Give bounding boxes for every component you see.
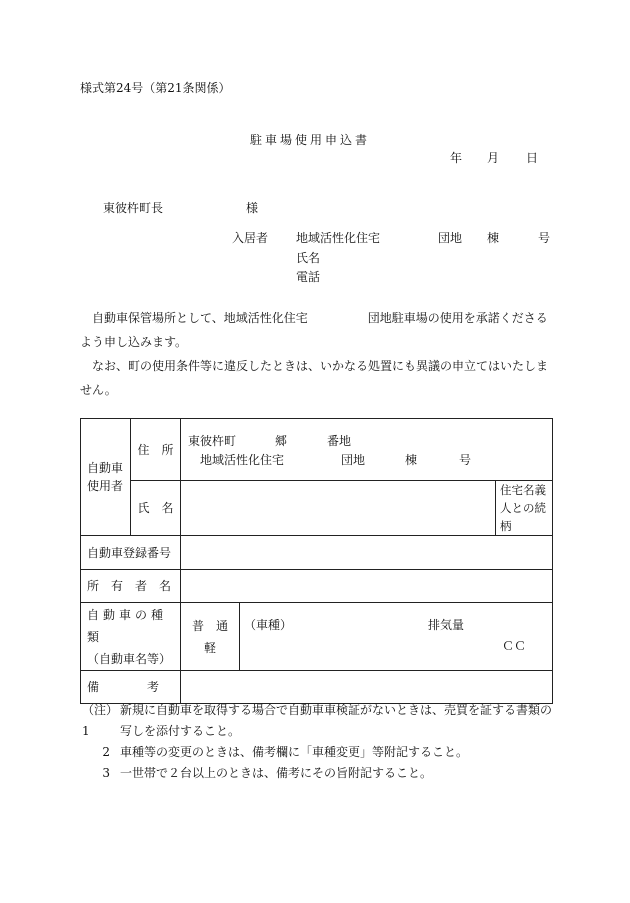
address-banchi: 番地 [327,434,352,448]
applicant-name-label: 氏名 [296,251,321,265]
notes-prefix: （注） [82,703,119,717]
vehicle-model-cell[interactable] [240,603,553,671]
addressee-name: 東彼杵町長 [103,201,164,215]
note-item [82,742,557,763]
model-label: （車種） [244,618,293,632]
note-number: 1 [82,724,90,738]
vehicle-class-cell[interactable] [181,603,240,671]
date-day: 日 [526,151,539,165]
relation-label: 住宅名義人との続柄 [496,481,553,536]
normal-vehicle-option[interactable]: 普 通 [191,618,228,633]
remarks-cell[interactable] [181,671,553,704]
address-housing: 地域活性化住宅 [200,453,285,467]
user-name-label: 氏 名 [131,481,181,536]
resident-label: 入居者 [232,231,269,245]
applicant-housing: 地域活性化住宅 [296,231,381,245]
cc-unit-label: ＣＣ [502,639,527,653]
application-form-table [80,418,553,704]
applicant-phone-label: 電話 [296,270,321,284]
address-label: 住 所 [131,419,181,481]
applicant-danchi: 団地 [438,231,463,245]
date-year: 年 [450,151,463,165]
address-unit: 号 [459,453,472,467]
note-text: 車種等の変更のときは、備考欄に「車種変更」等附記すること。 [120,745,469,759]
note-number: 2 [102,745,110,759]
vehicle-user-label: 自動車使用者 [81,419,131,536]
owner-name-cell[interactable] [181,570,553,603]
date-month: 月 [487,151,500,165]
user-name-value-cell[interactable] [181,481,496,536]
note-item [82,763,557,784]
applicant-building: 棟 [487,231,500,245]
remarks-label: 備 考 [81,671,181,704]
light-vehicle-option[interactable]: 軽 [203,640,216,655]
note-item [82,700,557,742]
address-town: 東彼杵町 [188,434,237,448]
note-text: 一世帯で２台以上のときは、備考にその旨附記すること。 [120,766,433,780]
note-number: 3 [102,766,110,780]
address-value-cell[interactable] [181,419,553,481]
address-danchi: 団地 [341,453,366,467]
condition-paragraph: なお、町の使用条件等に違反したときは、いかなる処置にも異議の申立てはいたしません。 [80,359,549,397]
address-building: 棟 [405,453,418,467]
vehicle-type-label: 自動車の種類 （自動車名等） [81,603,181,671]
applicant-unit: 号 [538,231,551,245]
registration-number-cell[interactable] [181,536,553,570]
note-text: 新規に自動車を取得する場合で自動車車検証がないときは、売買を証する書類の写しを添付すること。 [120,703,553,738]
application-paragraph: 自動車保管場所として、地域活性化住宅 団地駐車場の使用を承諾くださるよう申し込みます。 [80,311,548,349]
addressee-honorific: 様 [246,201,259,215]
address-go: 郷 [275,434,288,448]
owner-name-label: 所 有 者 名 [81,570,181,603]
notes-section [82,700,557,784]
registration-number-label: 自動車登録番号 [81,536,181,570]
form-number: 様式第24号（第21条関係） [80,81,231,95]
displacement-label: 排気量 [428,618,465,632]
document-title: 駐車場使用申込書 [250,133,371,147]
